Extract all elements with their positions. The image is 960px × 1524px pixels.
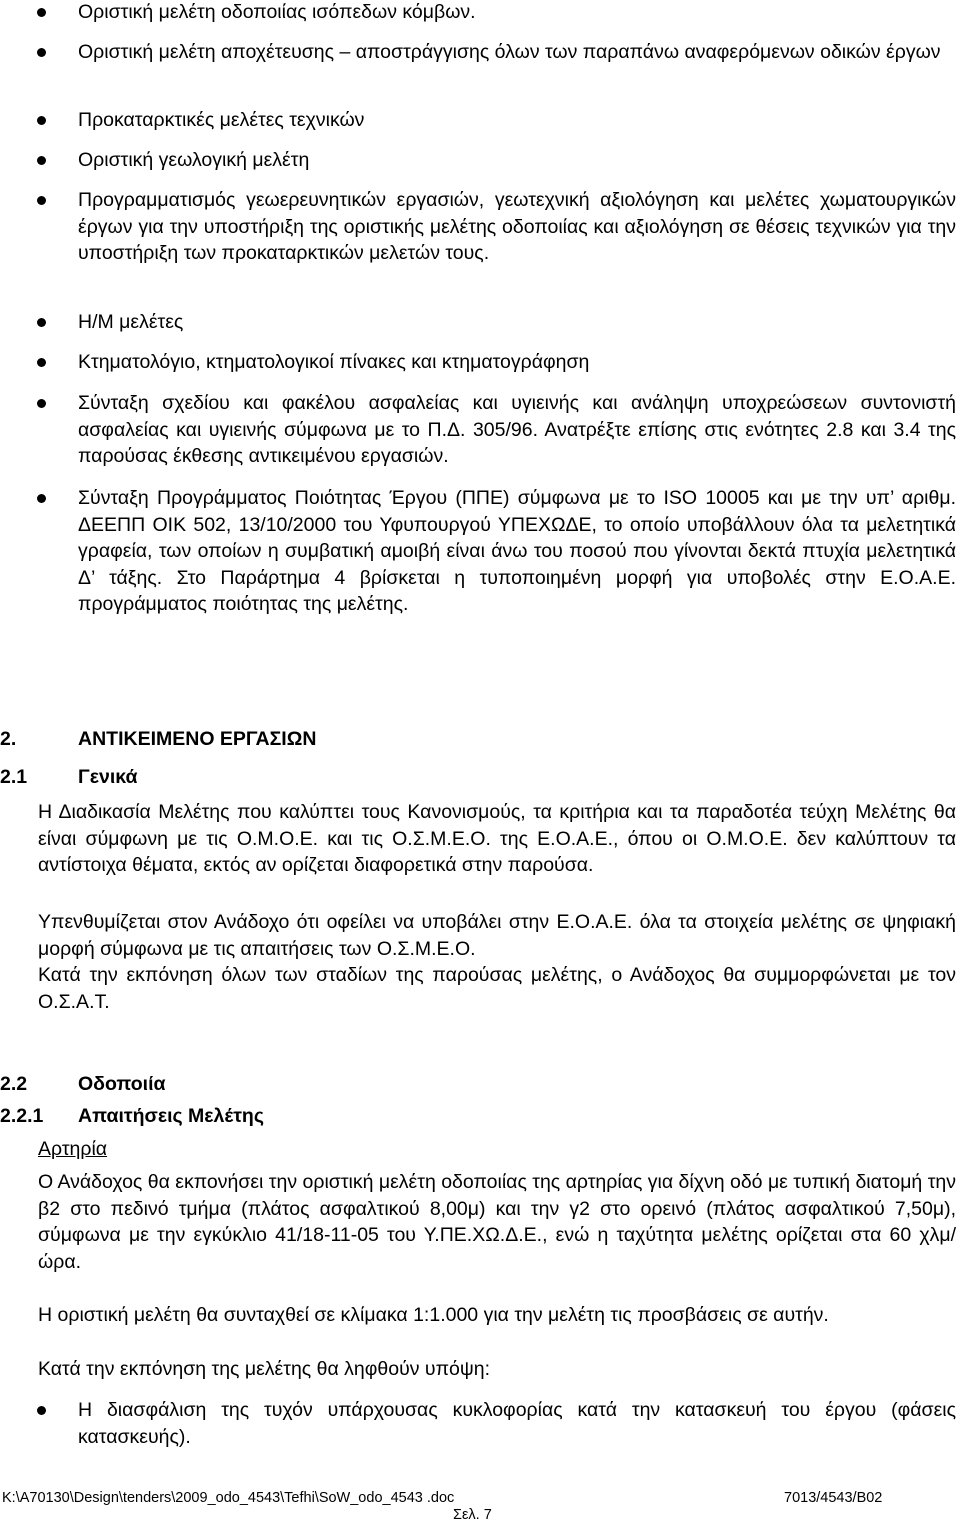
bullet-marker bbox=[37, 156, 46, 165]
paragraph: Ο Ανάδοχος θα εκπονήσει την οριστική μελέτη οδοποιίας της αρτηρίας για δίχνη οδό με τυπική διατομή την β2 στο πεδινό τμήμα (πλάτος ασφαλτικού 8,00μ) και την γ2 στο ορεινό (πλάτος ασφαλτικού 7,50μ), σύμφωνα με την εγκύκλιο 41/18-11-05 του Υ.ΠΕ.ΧΩ.Δ.Ε., ενώ η ταχύτητα μελέτης ορίζεται στα 60 χλμ/ώρα. bbox=[38, 1171, 956, 1273]
section-heading: ΑΝΤΙΚΕΙΜΕΝΟ ΕΡΓΑΣΙΩΝ bbox=[78, 728, 317, 750]
footer-document-code: 7013/4543/B02 bbox=[784, 1490, 883, 1506]
paragraph: Κατά την εκπόνηση της μελέτης θα ληφθούν υπόψη: bbox=[38, 1358, 491, 1380]
section-heading: Οδοποιία bbox=[78, 1073, 166, 1095]
section-number: 2.1 bbox=[0, 766, 28, 788]
section-number: 2. bbox=[0, 728, 17, 750]
bullet-marker bbox=[37, 8, 46, 17]
section-heading: Απαιτήσεις Μελέτης bbox=[78, 1105, 264, 1127]
bullet-marker bbox=[37, 48, 46, 57]
bullet-marker bbox=[37, 494, 46, 503]
bullet-marker bbox=[37, 196, 46, 205]
list-item: Οριστική μελέτη αποχέτευσης – αποστράγγισης όλων των παραπάνω αναφερόμενων οδικών έργων bbox=[78, 41, 941, 63]
section-number: 2.2 bbox=[0, 1073, 28, 1095]
bullet-marker bbox=[37, 318, 46, 327]
paragraph: Η Διαδικασία Μελέτης που καλύπτει τους Κανονισμούς, τα κριτήρια και τα παραδοτέα τεύχη Μελέτης θα είναι σύμφωνη με τις Ο.Μ.Ο.Ε. και τις Ο.Σ.Μ.Ε.Ο. της Ε.Ο.Α.Ε., όπου οι Ο.Μ.Ο.Ε. δεν καλύπτουν τα αντίστοιχα θέματα, εκτός αν ορίζεται διαφορετικά στην παρούσα. bbox=[38, 801, 956, 876]
list-item: Κτηματολόγιο, κτηματολογικοί πίνακες και κτηματογράφηση bbox=[78, 351, 590, 373]
paragraph: Κατά την εκπόνηση όλων των σταδίων της παρούσας μελέτης, ο Ανάδοχος θα συμμορφώνεται με τον Ο.Σ.Α.Τ. bbox=[38, 964, 956, 1013]
list-item: Οριστική μελέτη οδοποιίας ισόπεδων κόμβων. bbox=[78, 1, 476, 23]
list-item: Η/Μ μελέτες bbox=[78, 311, 184, 333]
paragraph: Η οριστική μελέτη θα συνταχθεί σε κλίμακα 1:1.000 για την μελέτη τις προσβάσεις σε αυτήν. bbox=[38, 1304, 829, 1326]
subheading: Αρτηρία bbox=[38, 1138, 108, 1160]
footer-file-path: K:\A70130\Design\tenders\2009_odo_4543\Tefhi\SoW_odo_4543 .doc bbox=[2, 1490, 455, 1506]
bullet-marker bbox=[37, 399, 46, 408]
bullet-marker bbox=[37, 1406, 46, 1415]
paragraph: Υπενθυμίζεται στον Ανάδοχο ότι οφείλει να υποβάλει στην Ε.Ο.Α.Ε. όλα τα στοιχεία μελέτης σε ψηφιακή μορφή σύμφωνα με τις απαιτήσεις των Ο.Σ.Μ.Ε.Ο. bbox=[38, 911, 956, 960]
list-item: Προκαταρκτικές μελέτες τεχνικών bbox=[78, 109, 365, 131]
section-number: 2.2.1 bbox=[0, 1105, 44, 1127]
section-heading: Γενικά bbox=[78, 766, 138, 788]
list-item: Η διασφάλιση της τυχόν υπάρχουσας κυκλοφορίας κατά την κατασκευή του έργου (φάσεις κατασκευής). bbox=[78, 1399, 956, 1448]
footer-page-number: Σελ. 7 bbox=[453, 1507, 492, 1523]
list-item: Οριστική γεωλογική μελέτη bbox=[78, 149, 310, 171]
list-item: Προγραμματισμός γεωερευνητικών εργασιών, γεωτεχνική αξιολόγηση και μελέτες χωματουργικών έργων για την υποστήριξη της οριστικής μελέτης οδοποιίας και αξιολόγηση σε θέσεις τεχνικών για την υποστήριξη των προκαταρκτικών μελετών τους. bbox=[78, 189, 956, 264]
bullet-marker bbox=[37, 358, 46, 367]
bullet-marker bbox=[37, 116, 46, 125]
list-item: Σύνταξη σχεδίου και φακέλου ασφαλείας και υγιεινής και ανάληψη υποχρεώσεων συντονιστή ασφαλείας και υγιεινής σύμφωνα με το Π.Δ. 305/96. Ανατρέξτε επίσης στις ενότητες 2.8 και 3.4 της παρούσας έκθεσης αντικειμένου εργασιών. bbox=[78, 392, 956, 467]
list-item: Σύνταξη Προγράμματος Ποιότητας Έργου (ΠΠΕ) σύμφωνα με το ISO 10005 και με την υπ’ αριθμ. ΔΕΕΠΠ ΟΙΚ 502, 13/10/2000 του Υφυπουργού ΥΠΕΧΩΔΕ, το οποίο υποβάλλουν όλα τα μελετητικά γραφεία, των οποίων η συμβατική αμοιβή είναι άνω του ποσού που γίνονται δεκτά πτυχία μελετητικά Δ’ τάξης. Στο Παράρτημα 4 βρίσκεται η τυποποιημένη μορφή για υποβολές στην Ε.Ο.Α.Ε. προγράμματος ποιότητας της μελέτης. bbox=[78, 487, 956, 615]
